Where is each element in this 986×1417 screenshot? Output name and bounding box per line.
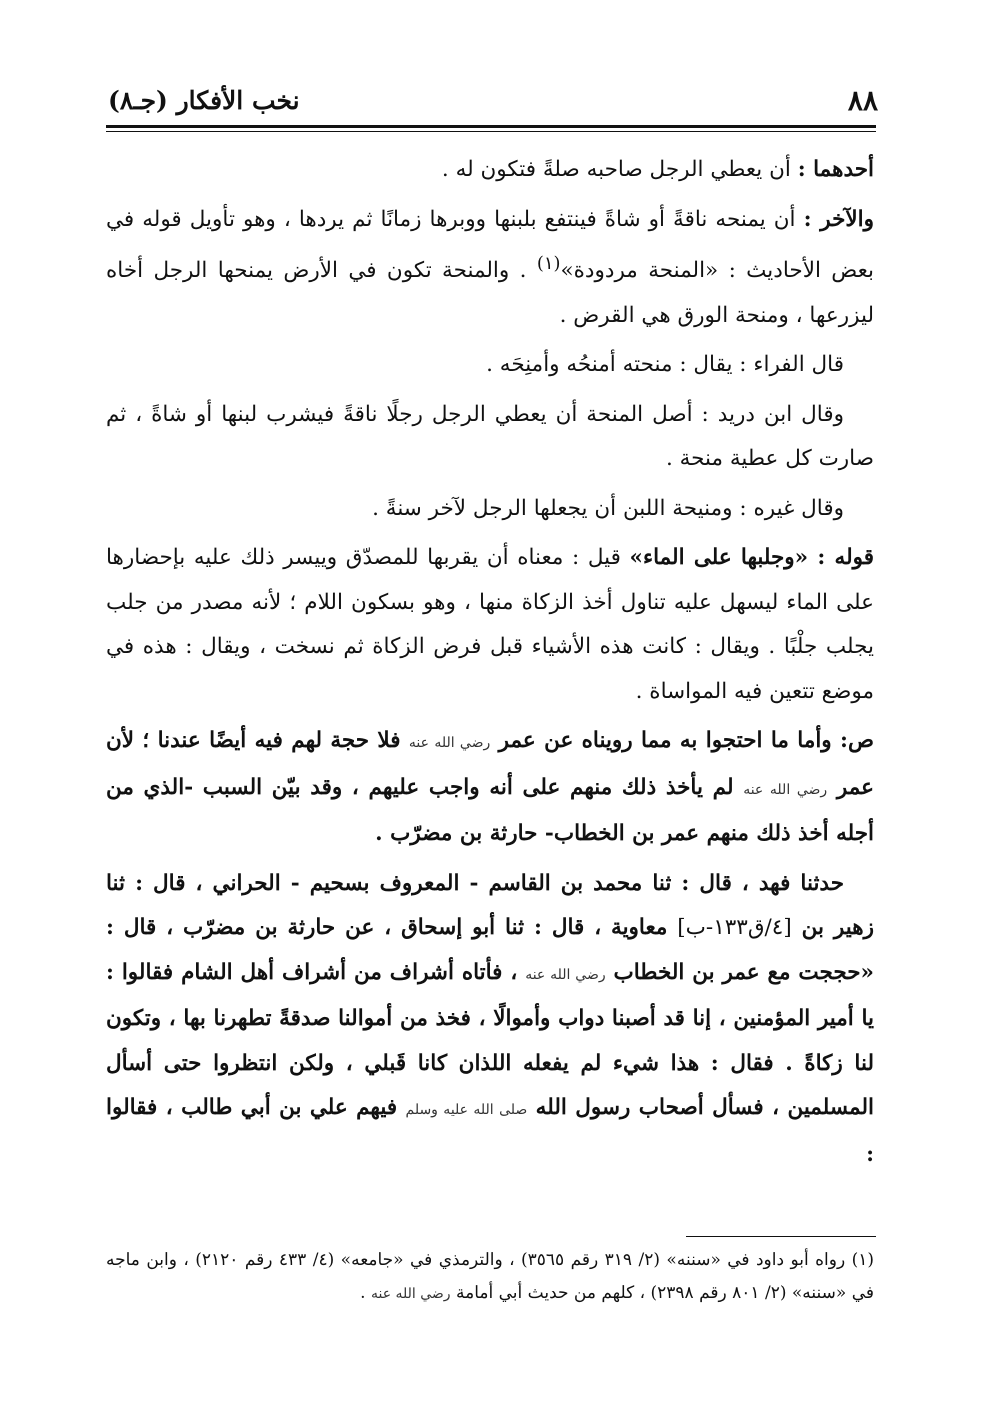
footnote-text: (١) رواه أبو داود في «سننه» (٢/ ٣١٩ رقم ٣٥٦٥) ، والترمذي في «جامعه» (٤/ ٤٣٣ رقم ٢١٢٠) ، وابن ماجه في «سننه» (٢/ ٨٠١ رقم ٢٣٩٨) ، كلهم من حديث أبي أمامة bbox=[106, 1250, 875, 1303]
footnote-end: . bbox=[360, 1283, 371, 1303]
page-number: ٨٨ bbox=[847, 84, 878, 117]
paragraph-lead: والآخر : bbox=[803, 206, 874, 232]
paragraph-text-continued: ، فأتاه أشراف من أشراف أهل الشام فقالوا : يا أمير المؤمنين ، إنا قد أصبنا دواب وأموالًا ، فخذ من أموالنا صدقةً تطهرنا بها ، وتكون لنا زكاةً . فقال : هذا شيء لم يفعله اللذان كانا قَبلي ، ولكن انتظروا حتى أسأل المسلمين ، فسأل أصحاب رسول الله bbox=[106, 959, 874, 1121]
paragraph-ibn-durayd bbox=[106, 393, 874, 482]
paragraph-text-continued: لم يأخذ ذلك منهم على أنه واجب عليهم ، وقد بيّن السبب -الذي من أجله أخذ ذلك منهم عمر بن الخطاب- حارثة بن مضرّب . bbox=[106, 774, 874, 847]
paragraph-text: ص: وأما ما احتجوا به مما رويناه عن عمر bbox=[498, 728, 874, 754]
paragraph-jalabaha bbox=[106, 536, 874, 714]
paragraph-text: قيل : معناه أن يقربها للمصدّق وييسر ذلك عليه بإحضارها على الماء ليسهل عليه تناول أخذ الزكاة منها ، وهو بسكون اللام ؛ لأنه مصدر من جلب يجلب جلْبًا . ويقال : كانت هذه الأشياء قبل فرض الزكاة ثم نسخت ، ويقال : هذه في موضع تتعين فيه المواساة . bbox=[106, 545, 874, 704]
footnote-reference[interactable]: (١) bbox=[536, 253, 561, 274]
footnote-1 bbox=[106, 1244, 874, 1311]
paragraph-text-continued: . والمنحة تكون في الأرض يمنحها الرجل أخاه ليزرعها ، ومنحة الورق هي القرض . bbox=[106, 258, 874, 328]
paragraph-text-continued: معاوية ، قال : ثنا أبو إسحاق ، عن حارثة بن مضرّب ، قال : «حججت مع عمر بن الخطاب bbox=[106, 915, 874, 985]
manuscript-marker: [٤/ق١٣٣-ب] bbox=[677, 915, 792, 941]
paragraph-text: حدثنا فهد ، قال : ثنا محمد بن القاسم - المعروف بسحيم - الحراني ، قال : ثنا زهير بن bbox=[106, 870, 874, 941]
footnote-divider bbox=[686, 1236, 876, 1237]
main-text bbox=[106, 148, 874, 1182]
paragraph-text-continued: فلا حجة لهم فيه أيضًا عندنا ؛ لأن عمر bbox=[106, 728, 874, 800]
paragraph-lead: أحدهما : bbox=[797, 157, 874, 182]
honorific-symbol: صلى الله عليه وسلم bbox=[405, 1102, 528, 1119]
paragraph-farra bbox=[106, 343, 874, 388]
header-divider bbox=[106, 125, 876, 132]
paragraph-second-meaning bbox=[106, 198, 874, 339]
paragraph-text: أن يعطي الرجل صاحبه صلةً فتكون له . bbox=[441, 157, 798, 182]
paragraph-text: قال الفراء : يقال : منحته أمنحُه وأمنِحَه . bbox=[486, 352, 844, 378]
paragraph-text-sad bbox=[106, 719, 874, 857]
paragraph-first-meaning bbox=[106, 148, 874, 193]
book-title: نخب الأفكار (جـ٨) bbox=[108, 86, 300, 115]
running-header bbox=[108, 82, 878, 126]
paragraph-text-continued: فيهم علي بن أبي طالب ، فقالوا : bbox=[106, 1095, 874, 1167]
honorific-symbol: رضي الله عنه bbox=[408, 735, 491, 752]
footnotes bbox=[106, 1244, 874, 1311]
paragraph-text: وقال غيره : ومنيحة اللبن أن يجعلها الرجل لآخر سنةً . bbox=[372, 495, 844, 521]
paragraph-text: وقال ابن دريد : أصل المنحة أن يعطي الرجل رجلًا ناقةً فيشرب لبنها أو شاةً ، ثم صارت كل عطية منحة . bbox=[106, 401, 874, 472]
paragraph-text: أن يمنحه ناقةً أو شاةً فينتفع بلبنها ووبرها زمانًا ثم يردها ، وهو تأويل قوله في بعض الأحاديث : «المنحة مردودة» bbox=[106, 206, 874, 284]
honorific-symbol: رضي الله عنه bbox=[743, 781, 828, 798]
honorific-symbol: رضي الله عنه bbox=[525, 966, 606, 983]
paragraph-others bbox=[106, 487, 874, 532]
honorific-symbol: رضي الله عنه bbox=[370, 1286, 451, 1302]
paragraph-lead: قوله : «وجلبها على الماء» bbox=[629, 545, 875, 571]
paragraph-hadith-chain bbox=[106, 862, 874, 1178]
